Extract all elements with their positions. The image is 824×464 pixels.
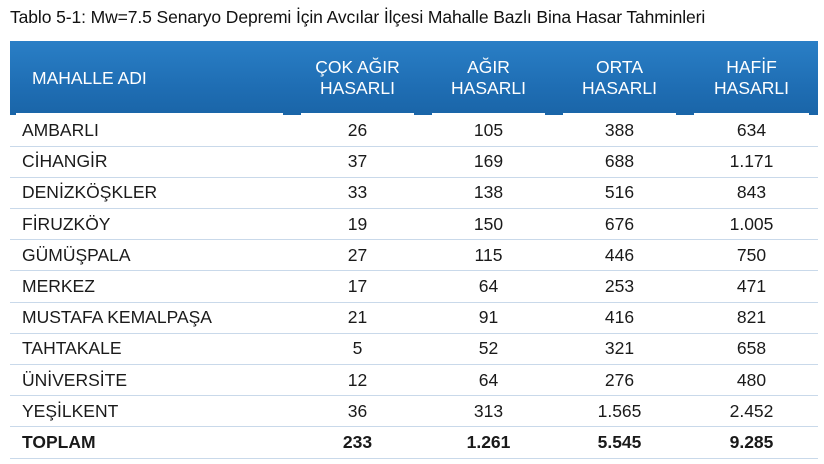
cell-hafif: 1.171 [685,146,818,177]
cell-cok-agir: 37 [292,146,423,177]
cell-agir: 169 [423,146,554,177]
total-row [10,427,818,458]
cell-hafif: 750 [685,240,818,271]
table-row [10,365,818,396]
cell-orta: 416 [554,302,685,333]
cell-orta: 688 [554,146,685,177]
cell-cok-agir: 19 [292,209,423,240]
table-row [10,115,818,146]
cell-cok-agir: 12 [292,365,423,396]
table-row [10,271,818,302]
cell-cok-agir: 21 [292,302,423,333]
cell-agir: 91 [423,302,554,333]
cell-hafif: 658 [685,333,818,364]
table-row [10,177,818,208]
cell-hafif: 480 [685,365,818,396]
table-row [10,333,818,364]
cell-mahalle: GÜMÜŞPALA [10,240,292,271]
cell-orta: 321 [554,333,685,364]
cell-orta: 446 [554,240,685,271]
cell-agir: 150 [423,209,554,240]
cell-hafif: 2.452 [685,396,818,427]
cell-agir: 138 [423,177,554,208]
cell-agir: 313 [423,396,554,427]
header-mahalle-adi: MAHALLE ADI [10,41,292,115]
table-row [10,302,818,333]
cell-cok-agir: 33 [292,177,423,208]
table-header-row [10,41,818,115]
header-orta-hasarli: ORTA HASARLI [554,41,685,115]
table-row [10,396,818,427]
cell-agir: 115 [423,240,554,271]
header-hafif-hasarli: HAFİF HASARLI [685,41,818,115]
cell-agir: 64 [423,271,554,302]
cell-orta: 253 [554,271,685,302]
cell-mahalle: TAHTAKALE [10,333,292,364]
cell-agir: 64 [423,365,554,396]
table-row [10,146,818,177]
cell-orta: 388 [554,115,685,146]
cell-mahalle: AMBARLI [10,115,292,146]
cell-toplam-agir: 1.261 [423,427,554,458]
cell-mahalle: MUSTAFA KEMALPAŞA [10,302,292,333]
table-row [10,240,818,271]
cell-orta: 676 [554,209,685,240]
cell-hafif: 843 [685,177,818,208]
cell-agir: 105 [423,115,554,146]
cell-agir: 52 [423,333,554,364]
cell-orta: 1.565 [554,396,685,427]
cell-cok-agir: 27 [292,240,423,271]
cell-toplam-cok-agir: 233 [292,427,423,458]
damage-table [10,41,818,459]
cell-mahalle: ÜNİVERSİTE [10,365,292,396]
header-cok-agir-hasarli: ÇOK AĞIR HASARLI [292,41,423,115]
cell-orta: 516 [554,177,685,208]
cell-mahalle: CİHANGİR [10,146,292,177]
cell-cok-agir: 5 [292,333,423,364]
cell-toplam-hafif: 9.285 [685,427,818,458]
cell-hafif: 1.005 [685,209,818,240]
cell-hafif: 634 [685,115,818,146]
table-row [10,209,818,240]
cell-hafif: 821 [685,302,818,333]
cell-mahalle: FİRUZKÖY [10,209,292,240]
cell-toplam-orta: 5.545 [554,427,685,458]
cell-orta: 276 [554,365,685,396]
cell-cok-agir: 17 [292,271,423,302]
cell-mahalle: DENİZKÖŞKLER [10,177,292,208]
cell-cok-agir: 26 [292,115,423,146]
cell-mahalle: YEŞİLKENT [10,396,292,427]
table-title: Tablo 5-1: Mw=7.5 Senaryo Depremi İçin Avcılar İlçesi Mahalle Bazlı Bina Hasar Tahminleri [10,7,706,27]
cell-hafif: 471 [685,271,818,302]
header-agir-hasarli: AĞIR HASARLI [423,41,554,115]
cell-toplam-label: TOPLAM [10,427,292,458]
cell-mahalle: MERKEZ [10,271,292,302]
cell-cok-agir: 36 [292,396,423,427]
